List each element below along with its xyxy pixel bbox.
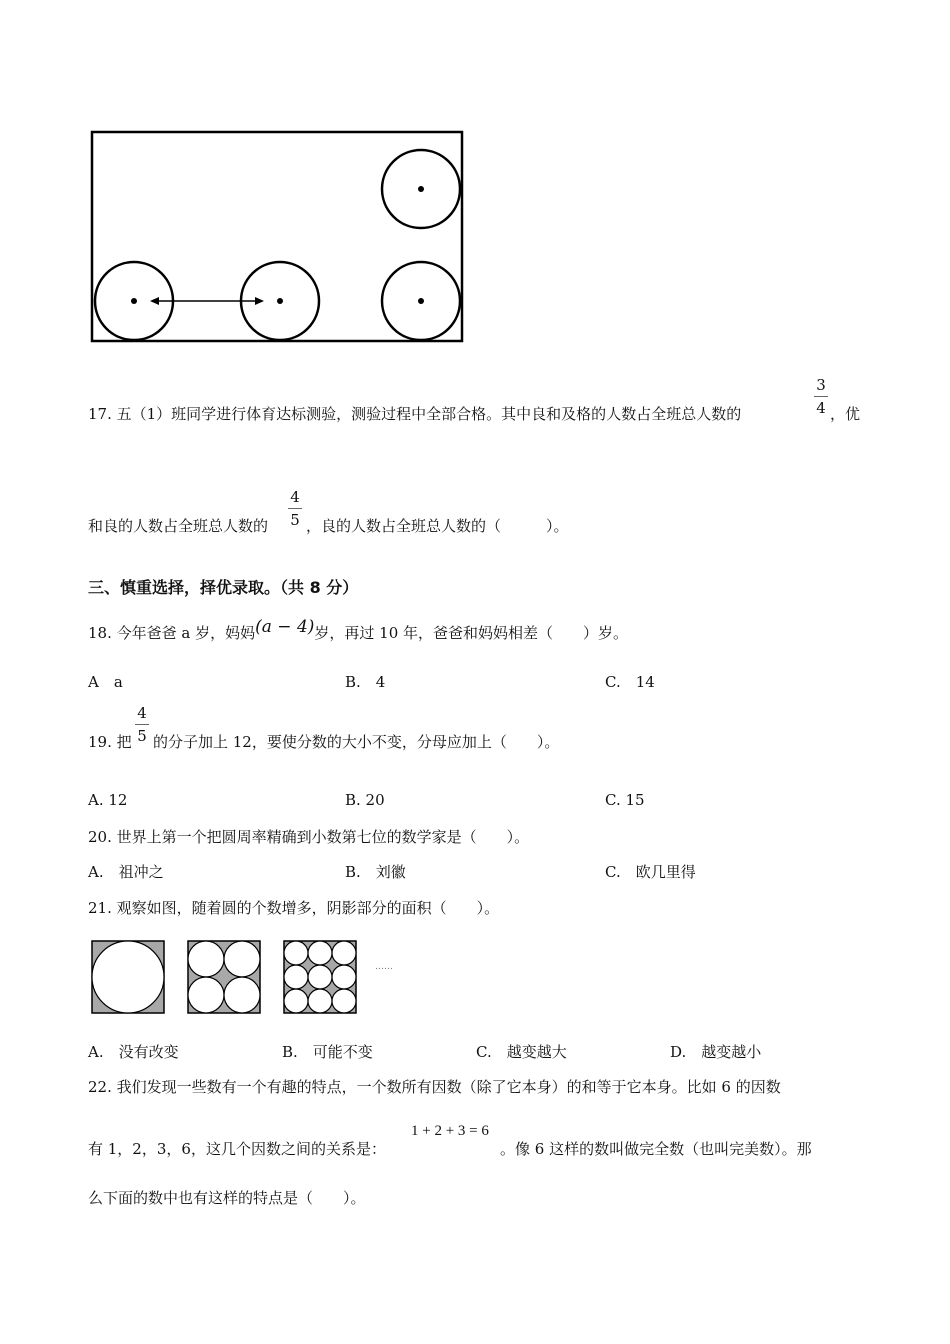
inscribed-circle <box>188 977 224 1013</box>
inscribed-circle <box>284 941 308 965</box>
question-text: 世界上第一个把圆周率精确到小数第七位的数学家是（ ）。 <box>116 828 530 846</box>
option-c[interactable]: C. 越变越大 <box>476 1043 567 1061</box>
question-17-line1 <box>88 403 741 424</box>
option-b[interactable]: B. 4 <box>345 673 386 691</box>
equation: 1 + 2 + 3 = 6 <box>411 1123 489 1139</box>
option-c[interactable]: C. 14 <box>605 673 655 691</box>
option-a[interactable]: A. 祖冲之 <box>88 863 164 881</box>
question-22-line2-prefix: 有 1，2，3，6，这几个因数之间的关系是： <box>88 1140 386 1158</box>
question-18 <box>88 617 629 643</box>
ellipsis: …… <box>375 962 393 972</box>
fraction-numerator: 3 <box>816 376 826 394</box>
option-c[interactable]: C. 15 <box>605 791 645 809</box>
shaded-squares-figure <box>88 938 408 1018</box>
inscribed-circle <box>224 977 260 1013</box>
question-number: 19. <box>88 733 112 751</box>
inscribed-circle <box>284 965 308 989</box>
section-heading: 三、慎重选择，择优录取。（共 8 分） <box>88 578 359 597</box>
question-number: 21. <box>88 899 112 917</box>
question-text: 和良的人数占全班总人数的 <box>88 517 269 535</box>
arrow-head-left <box>150 297 159 305</box>
question-21 <box>88 897 499 918</box>
option-b[interactable]: B. 20 <box>345 791 385 809</box>
option-a[interactable]: A a <box>88 673 123 691</box>
question-text: 岁，再过 10 年，爸爸和妈妈相差（ ）岁。 <box>314 624 629 642</box>
inscribed-circle <box>308 989 332 1013</box>
inscribed-circle <box>308 941 332 965</box>
question-text-suffix: ，良的人数占全班总人数的（ ）。 <box>306 517 569 535</box>
option-a[interactable]: A. 没有改变 <box>88 1043 179 1061</box>
fraction-bar <box>135 724 149 725</box>
inscribed-circle <box>188 941 224 977</box>
inscribed-circle <box>332 941 356 965</box>
option-c[interactable]: C. 欧几里得 <box>605 863 696 881</box>
circle-center-dot <box>418 298 424 304</box>
fraction-numerator: 4 <box>290 488 300 506</box>
question-number: 20. <box>88 828 112 846</box>
question-text: 五（1）班同学进行体育达标测验，测验过程中全部合格。其中良和及格的人数占全班总人数的 <box>116 405 742 423</box>
circle-center-dot <box>131 298 137 304</box>
question-20 <box>88 826 529 847</box>
inscribed-circle <box>224 941 260 977</box>
fraction-4-5 <box>288 488 302 529</box>
question-text: 今年爸爸 a 岁，妈妈 <box>116 624 256 642</box>
inscribed-circle <box>284 989 308 1013</box>
option-b[interactable]: B. 刘徽 <box>345 863 406 881</box>
inscribed-circle <box>308 965 332 989</box>
fraction-numerator: 4 <box>137 704 147 722</box>
question-22-line1 <box>88 1076 781 1097</box>
question-number: 18. <box>88 624 112 642</box>
option-b[interactable]: B. 可能不变 <box>282 1043 373 1061</box>
fraction-denominator: 5 <box>290 511 300 529</box>
fraction-denominator: 5 <box>137 727 147 745</box>
inscribed-circle <box>332 965 356 989</box>
option-a[interactable]: A. 12 <box>88 791 128 809</box>
question-text: 的分子加上 12，要使分数的大小不变，分母应加上（ ）。 <box>153 733 560 751</box>
question-text: 观察如图，随着圆的个数增多，阴影部分的面积（ ）。 <box>116 899 500 917</box>
question-19-number <box>88 731 132 752</box>
option-d[interactable]: D. 越变越小 <box>670 1043 762 1061</box>
circle-center-dot <box>418 186 424 192</box>
question-22-line3: 么下面的数中也有这样的特点是（ ）。 <box>88 1189 366 1207</box>
figure-rectangle <box>92 132 462 341</box>
fraction-bar <box>814 396 828 397</box>
expression-a-minus-4: (a − 4) <box>255 617 315 637</box>
circle-center-dot <box>277 298 283 304</box>
question-22-line2-suffix: 。像 6 这样的数叫做完全数（也叫完美数）。那 <box>500 1140 812 1158</box>
fraction-3-4 <box>814 376 828 417</box>
question-text: 把 <box>116 733 132 751</box>
question-number: 22. <box>88 1078 112 1096</box>
inscribed-circle <box>92 941 164 1013</box>
question-17-line2 <box>88 515 268 536</box>
question-number: 17. <box>88 405 112 423</box>
inscribed-circle <box>332 989 356 1013</box>
arrow-head-right <box>255 297 264 305</box>
question-text: 我们发现一些数有一个有趣的特点，一个数所有因数（除了它本身）的和等于它本身。比如 6 的因数 <box>116 1078 781 1096</box>
circles-rectangle-figure <box>88 128 468 346</box>
fraction-bar <box>288 508 302 509</box>
fraction-4-5 <box>135 704 149 745</box>
fraction-denominator: 4 <box>816 399 826 417</box>
question-text-suffix: ，优 <box>830 405 861 423</box>
